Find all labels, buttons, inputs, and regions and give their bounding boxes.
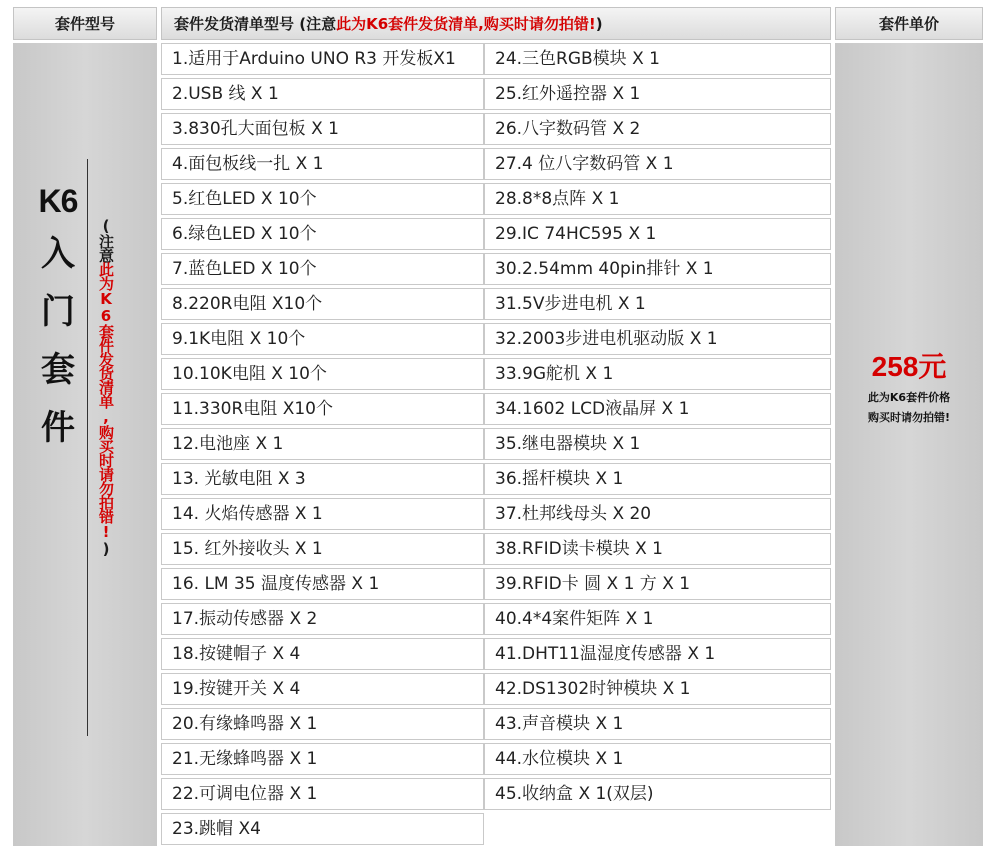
kit-model-body [13,43,157,846]
list-item: 41.DHT11温湿度传感器 X 1 [484,638,831,670]
list-item: 10.10K电阻 X 10个 [161,358,484,390]
list-row [161,498,831,530]
kit-model-header-label: 套件型号 [54,15,115,33]
price-note-line: 购买时请勿拍错! [867,411,951,424]
list-item: 26.八字数码管 X 2 [484,113,831,145]
list-row [161,393,831,425]
kit-price-header-label: 套件单价 [878,15,939,33]
kit-name-char: 件 [41,408,75,448]
list-item: 43.声音模块 X 1 [484,708,831,740]
list-item: 44.水位模块 X 1 [484,743,831,775]
list-item: 33.9G舵机 X 1 [484,358,831,390]
list-item: 35.继电器模块 X 1 [484,428,831,460]
list-item: 45.收纳盒 X 1(双层) [484,778,831,810]
kit-model-column [13,7,157,846]
list-row [161,568,831,600]
list-item: 6.绿色LED X 10个 [161,218,484,250]
list-item: 11.330R电阻 X10个 [161,393,484,425]
list-item: 5.红色LED X 10个 [161,183,484,215]
list-item: 18.按键帽子 X 4 [161,638,484,670]
list-row [161,463,831,495]
kit-name-vertical [35,185,81,469]
list-item: 21.无缘蜂鸣器 X 1 [161,743,484,775]
list-row [161,183,831,215]
list-item: 16. LM 35 温度传感器 X 1 [161,568,484,600]
list-item: 39.RFID卡 圆 X 1 方 X 1 [484,568,831,600]
kit-name-char: 门 [41,292,75,332]
list-item: 38.RFID读卡模块 X 1 [484,533,831,565]
list-row [161,428,831,460]
kit-price-column [835,7,983,846]
list-row [161,148,831,180]
list-item: 1.适用于Arduino UNO R3 开发板X1 [161,43,484,75]
list-item: 17.振动传感器 X 2 [161,603,484,635]
list-item: 14. 火焰传感器 X 1 [161,498,484,530]
list-row [161,358,831,390]
list-item: 34.1602 LCD液晶屏 X 1 [484,393,831,425]
list-item: 31.5V步进电机 X 1 [484,288,831,320]
list-item: 8.220R电阻 X10个 [161,288,484,320]
list-item: 24.三色RGB模块 X 1 [484,43,831,75]
kit-price-note [835,388,983,428]
list-item: 20.有缘蜂鸣器 X 1 [161,708,484,740]
divider-line [87,159,88,736]
list-item: 36.摇杆模块 X 1 [484,463,831,495]
list-row [161,533,831,565]
list-item: 42.DS1302时钟模块 X 1 [484,673,831,705]
list-item: 15. 红外接收头 X 1 [161,533,484,565]
list-item: 2.USB 线 X 1 [161,78,484,110]
list-row [161,743,831,775]
shipping-list-column [161,7,831,846]
list-row [161,218,831,250]
list-row [161,43,831,75]
list-item: 23.跳帽 X4 [161,813,484,845]
list-row [161,603,831,635]
list-item: 19.按键开关 X 4 [161,673,484,705]
kit-name-char: 套 [41,350,75,390]
list-row [161,323,831,355]
list-item: 27.4 位八字数码管 X 1 [484,148,831,180]
kit-model-header [13,7,157,40]
note-suffix: ) [97,540,115,557]
header-suffix: ) [595,14,603,33]
kit-price: 258元 [871,351,947,382]
list-item: 13. 光敏电阻 X 3 [161,463,484,495]
list-item: 3.830孔大面包板 X 1 [161,113,484,145]
header-prefix: 套件发货清单型号 (注意 [174,15,337,33]
list-row [161,673,831,705]
list-item: 37.杜邦线母头 X 20 [484,498,831,530]
header-warning: 此为K6套件发货清单,购买时请勿拍错! [336,15,596,33]
shipping-list-header [161,7,831,40]
kit-price-header [835,7,983,40]
price-note-line: 此为K6套件价格 [867,391,951,404]
list-item: 9.1K电阻 X 10个 [161,323,484,355]
list-item: 4.面包板线一扎 X 1 [161,148,484,180]
kit-warning-note [94,217,116,557]
list-row [161,778,831,810]
note-warning: 此为K6套件发货清单,购买时请勿拍错! [97,262,115,540]
list-row [161,253,831,285]
shipping-list [161,43,831,848]
list-row [161,113,831,145]
list-item: 29.IC 74HC595 X 1 [484,218,831,250]
kit-price-body [835,43,983,846]
list-row [161,708,831,740]
list-item: 12.电池座 X 1 [161,428,484,460]
kit-code: K6 [38,183,78,219]
list-item: 7.蓝色LED X 10个 [161,253,484,285]
kit-name-char: 入 [41,234,75,274]
list-item: 22.可调电位器 X 1 [161,778,484,810]
list-row [161,288,831,320]
list-row [161,638,831,670]
list-item: 32.2003步进电机驱动版 X 1 [484,323,831,355]
note-prefix: (注意 [97,217,115,262]
list-item: 30.2.54mm 40pin排针 X 1 [484,253,831,285]
list-item: 25.红外遥控器 X 1 [484,78,831,110]
list-item: 40.4*4案件矩阵 X 1 [484,603,831,635]
list-row [161,813,831,845]
list-item: 28.8*8点阵 X 1 [484,183,831,215]
list-row [161,78,831,110]
